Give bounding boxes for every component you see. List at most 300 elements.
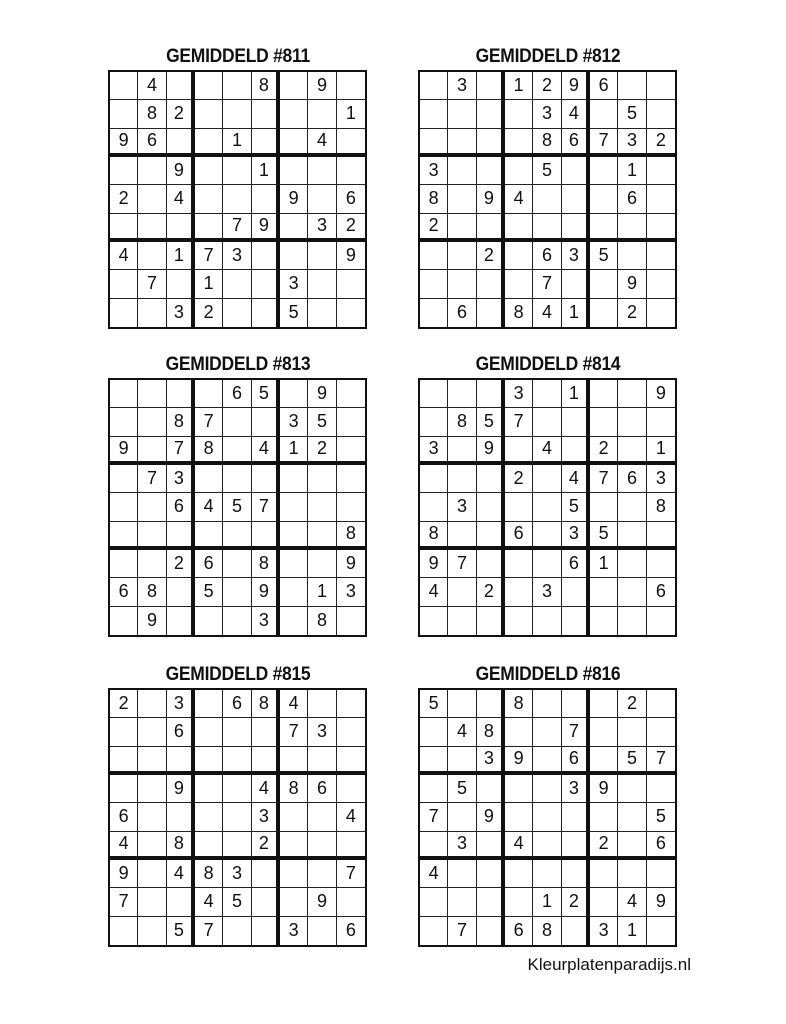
sudoku-cell	[167, 888, 195, 916]
sudoku-cell	[477, 72, 505, 100]
sudoku-cell: 4	[167, 860, 195, 888]
sudoku-cell	[308, 747, 336, 775]
sudoku-cell: 7	[252, 493, 280, 521]
sudoku-cell	[252, 747, 280, 775]
sudoku-cell	[110, 747, 138, 775]
sudoku-cell: 8	[252, 690, 280, 718]
sudoku-cell: 9	[167, 775, 195, 803]
sudoku-cell	[223, 157, 251, 185]
sudoku-cell	[477, 860, 505, 888]
sudoku-cell: 6	[167, 718, 195, 746]
sudoku-cell: 3	[420, 437, 448, 465]
sudoku-cell	[420, 888, 448, 916]
sudoku-cell: 1	[337, 100, 365, 128]
sudoku-cell: 3	[337, 578, 365, 606]
sudoku-cell: 9	[252, 578, 280, 606]
sudoku-cell: 1	[590, 550, 618, 578]
sudoku-cell	[110, 380, 138, 408]
sudoku-cell	[167, 803, 195, 831]
sudoku-cell: 2	[308, 437, 336, 465]
sudoku-cell	[647, 522, 675, 550]
sudoku-cell: 4	[167, 185, 195, 213]
sudoku-cell: 8	[138, 100, 166, 128]
sudoku-cell: 9	[647, 888, 675, 916]
sudoku-cell	[590, 690, 618, 718]
sudoku-cell	[110, 607, 138, 635]
sudoku-cell	[308, 242, 336, 270]
sudoku-cell	[477, 888, 505, 916]
sudoku-cell: 6	[562, 747, 590, 775]
sudoku-cell	[647, 690, 675, 718]
sudoku-cell	[505, 100, 533, 128]
sudoku-cell: 9	[280, 185, 308, 213]
sudoku-cell: 5	[533, 157, 561, 185]
sudoku-cell: 4	[618, 888, 646, 916]
sudoku-cell	[337, 380, 365, 408]
sudoku-cell: 3	[223, 860, 251, 888]
sudoku-cell	[252, 860, 280, 888]
sudoku-cell	[138, 242, 166, 270]
sudoku-cell	[138, 690, 166, 718]
sudoku-cell	[167, 747, 195, 775]
sudoku-cell: 2	[167, 550, 195, 578]
sudoku-cell: 6	[223, 380, 251, 408]
sudoku-cell	[618, 493, 646, 521]
sudoku-cell	[420, 242, 448, 270]
sudoku-cell	[448, 129, 476, 157]
sudoku-cell	[647, 550, 675, 578]
sudoku-cell: 6	[562, 550, 590, 578]
sudoku-cell	[138, 832, 166, 860]
sudoku-cell: 4	[562, 100, 590, 128]
sudoku-cell: 2	[590, 437, 618, 465]
sudoku-cell: 7	[195, 242, 223, 270]
sudoku-cell	[533, 550, 561, 578]
sudoku-cell: 9	[110, 860, 138, 888]
sudoku-cell: 4	[110, 832, 138, 860]
sudoku-cell: 4	[420, 860, 448, 888]
sudoku-cell: 4	[420, 578, 448, 606]
sudoku-cell	[280, 465, 308, 493]
sudoku-cell	[223, 100, 251, 128]
sudoku-cell	[505, 550, 533, 578]
sudoku-cell	[110, 775, 138, 803]
sudoku-cell	[138, 380, 166, 408]
sudoku-cell: 3	[308, 718, 336, 746]
sudoku-cell: 2	[252, 832, 280, 860]
sudoku-cell	[167, 380, 195, 408]
sudoku-cell	[280, 860, 308, 888]
sudoku-cell	[477, 299, 505, 327]
sudoku-cell: 8	[448, 408, 476, 436]
sudoku-cell	[420, 72, 448, 100]
sudoku-cell	[252, 270, 280, 298]
sudoku-cell: 1	[618, 157, 646, 185]
sudoku-cell	[252, 888, 280, 916]
sudoku-cell	[477, 917, 505, 945]
sudoku-cell: 3	[533, 578, 561, 606]
sudoku-cell	[590, 408, 618, 436]
sudoku-cell	[420, 718, 448, 746]
sudoku-cell: 1	[647, 437, 675, 465]
sudoku-cell	[448, 100, 476, 128]
sudoku-cell	[562, 185, 590, 213]
sudoku-cell	[477, 690, 505, 718]
sudoku-cell: 3	[280, 270, 308, 298]
sudoku-cell	[533, 185, 561, 213]
sudoku-cell: 5	[280, 299, 308, 327]
sudoku-cell: 2	[420, 214, 448, 242]
sudoku-cell: 1	[223, 129, 251, 157]
sudoku-cell	[505, 888, 533, 916]
sudoku-cell	[533, 380, 561, 408]
puzzle-811	[108, 44, 368, 329]
sudoku-cell: 4	[505, 832, 533, 860]
sudoku-cell	[280, 803, 308, 831]
sudoku-cell	[533, 690, 561, 718]
sudoku-cell	[448, 747, 476, 775]
sudoku-cell	[505, 129, 533, 157]
sudoku-cell: 3	[505, 380, 533, 408]
sudoku-cell	[448, 860, 476, 888]
sudoku-cell	[590, 380, 618, 408]
sudoku-cell: 6	[618, 465, 646, 493]
sudoku-cell	[505, 860, 533, 888]
sudoku-cell	[505, 607, 533, 635]
sudoku-cell	[448, 185, 476, 213]
sudoku-cell	[223, 408, 251, 436]
sudoku-cell	[167, 72, 195, 100]
sudoku-cell	[533, 408, 561, 436]
sudoku-cell	[167, 522, 195, 550]
sudoku-cell	[505, 157, 533, 185]
sudoku-cell: 2	[505, 465, 533, 493]
sudoku-cell	[138, 408, 166, 436]
sudoku-cell: 9	[167, 157, 195, 185]
sudoku-cell	[448, 242, 476, 270]
sudoku-cell	[337, 775, 365, 803]
puzzle-title: GEMIDDELD #816	[475, 664, 621, 685]
sudoku-cell: 3	[252, 607, 280, 635]
sudoku-cell	[308, 299, 336, 327]
sudoku-cell	[195, 380, 223, 408]
sudoku-cell	[280, 578, 308, 606]
sudoku-cell: 4	[448, 718, 476, 746]
sudoku-cell	[562, 437, 590, 465]
sudoku-cell: 7	[110, 888, 138, 916]
sudoku-cell	[448, 437, 476, 465]
sudoku-cell: 7	[280, 718, 308, 746]
sudoku-cell	[280, 380, 308, 408]
sudoku-grid	[418, 70, 677, 329]
sudoku-cell	[618, 380, 646, 408]
sudoku-cell	[647, 860, 675, 888]
sudoku-cell	[647, 214, 675, 242]
sudoku-cell	[647, 408, 675, 436]
sudoku-cell	[533, 832, 561, 860]
sudoku-cell: 7	[448, 550, 476, 578]
sudoku-cell: 3	[477, 747, 505, 775]
sudoku-cell	[223, 72, 251, 100]
sudoku-cell	[252, 100, 280, 128]
sudoku-cell	[477, 550, 505, 578]
sudoku-cell: 1	[195, 270, 223, 298]
sudoku-cell	[590, 214, 618, 242]
sudoku-cell	[223, 578, 251, 606]
sudoku-cell: 9	[138, 607, 166, 635]
sudoku-cell	[618, 437, 646, 465]
sudoku-cell: 9	[110, 129, 138, 157]
sudoku-cell	[477, 129, 505, 157]
sudoku-cell: 1	[308, 578, 336, 606]
sudoku-cell	[110, 299, 138, 327]
puzzle-812	[418, 44, 678, 329]
sudoku-cell	[533, 493, 561, 521]
sudoku-cell: 3	[167, 690, 195, 718]
sudoku-cell: 8	[195, 437, 223, 465]
sudoku-cell: 9	[337, 242, 365, 270]
sudoku-cell: 5	[647, 803, 675, 831]
sudoku-cell	[533, 718, 561, 746]
sudoku-cell: 5	[308, 408, 336, 436]
sudoku-cell: 7	[223, 214, 251, 242]
sudoku-cell	[533, 214, 561, 242]
sudoku-cell: 8	[167, 832, 195, 860]
sudoku-cell	[138, 493, 166, 521]
sudoku-cell	[337, 129, 365, 157]
sudoku-cell: 4	[252, 437, 280, 465]
sudoku-cell	[562, 408, 590, 436]
sudoku-cell: 3	[562, 522, 590, 550]
sudoku-cell	[448, 888, 476, 916]
sudoku-cell	[337, 832, 365, 860]
sudoku-cell: 3	[533, 100, 561, 128]
sudoku-cell	[138, 214, 166, 242]
sudoku-cell: 6	[223, 690, 251, 718]
sudoku-cell: 7	[195, 408, 223, 436]
sudoku-cell	[448, 380, 476, 408]
sudoku-cell: 6	[110, 803, 138, 831]
sudoku-cell: 3	[647, 465, 675, 493]
sudoku-cell: 8	[420, 185, 448, 213]
sudoku-cell	[308, 917, 336, 945]
sudoku-cell	[420, 917, 448, 945]
sudoku-cell	[280, 607, 308, 635]
sudoku-cell	[420, 100, 448, 128]
sudoku-cell	[280, 242, 308, 270]
sudoku-cell: 5	[420, 690, 448, 718]
sudoku-cell	[420, 832, 448, 860]
sudoku-cell	[337, 408, 365, 436]
sudoku-cell	[280, 747, 308, 775]
sudoku-cell: 3	[223, 242, 251, 270]
sudoku-cell	[448, 157, 476, 185]
sudoku-cell: 5	[223, 888, 251, 916]
sudoku-cell	[337, 747, 365, 775]
sudoku-cell: 4	[533, 437, 561, 465]
sudoku-cell: 7	[138, 465, 166, 493]
sudoku-cell	[590, 493, 618, 521]
sudoku-cell	[420, 129, 448, 157]
sudoku-cell	[337, 437, 365, 465]
sudoku-cell	[195, 522, 223, 550]
sudoku-cell: 8	[252, 72, 280, 100]
sudoku-cell: 6	[345, 920, 356, 941]
sudoku-cell	[562, 803, 590, 831]
puzzle-title: GEMIDDELD #815	[165, 664, 311, 685]
sudoku-cell: 7	[420, 803, 448, 831]
sudoku-cell	[590, 185, 618, 213]
sudoku-cell	[223, 299, 251, 327]
sudoku-cell: 7	[337, 860, 365, 888]
sudoku-cell	[252, 522, 280, 550]
sudoku-cell	[195, 157, 223, 185]
sudoku-cell	[647, 607, 675, 635]
sudoku-grid	[108, 378, 367, 637]
sudoku-cell	[477, 214, 505, 242]
sudoku-cell	[448, 522, 476, 550]
sudoku-cell	[308, 522, 336, 550]
sudoku-cell	[505, 775, 533, 803]
sudoku-cell: 7	[138, 270, 166, 298]
sudoku-cell: 9	[505, 747, 533, 775]
sudoku-cell	[420, 380, 448, 408]
sudoku-cell: 5	[252, 380, 280, 408]
sudoku-cell	[308, 690, 336, 718]
sudoku-cell	[195, 803, 223, 831]
sudoku-cell	[308, 185, 336, 213]
site-credit: Kleurplatenparadijs.nl	[527, 955, 691, 974]
sudoku-cell: 8	[138, 578, 166, 606]
sudoku-cell: 9	[590, 775, 618, 803]
sudoku-cell	[138, 747, 166, 775]
sudoku-cell	[195, 832, 223, 860]
sudoku-cell	[223, 607, 251, 635]
sudoku-cell: 6	[110, 578, 138, 606]
sudoku-cell: 9	[477, 185, 505, 213]
sudoku-cell	[505, 270, 533, 298]
sudoku-cell	[562, 270, 590, 298]
sudoku-cell	[562, 578, 590, 606]
sudoku-cell	[280, 832, 308, 860]
sudoku-cell	[110, 465, 138, 493]
sudoku-cell	[477, 775, 505, 803]
sudoku-cell: 3	[308, 214, 336, 242]
sudoku-cell: 1	[618, 917, 646, 945]
sudoku-cell	[138, 157, 166, 185]
sudoku-cell: 1	[562, 299, 590, 327]
sudoku-cell	[195, 214, 223, 242]
sudoku-cell: 8	[533, 129, 561, 157]
sudoku-cell	[618, 718, 646, 746]
sudoku-cell: 2	[477, 578, 505, 606]
sudoku-cell	[110, 408, 138, 436]
sudoku-cell: 2	[618, 299, 646, 327]
puzzle-title: GEMIDDELD #812	[475, 46, 621, 67]
sudoku-cell: 2	[337, 214, 365, 242]
sudoku-cell	[562, 214, 590, 242]
sudoku-cell	[252, 242, 280, 270]
sudoku-cell	[647, 718, 675, 746]
sudoku-cell	[280, 72, 308, 100]
sudoku-cell	[252, 917, 280, 945]
sudoku-cell	[138, 718, 166, 746]
sudoku-cell	[195, 129, 223, 157]
sudoku-cell: 6	[337, 185, 365, 213]
sudoku-cell	[308, 860, 336, 888]
sudoku-cell	[618, 522, 646, 550]
sudoku-cell: 2	[110, 185, 138, 213]
sudoku-cell	[647, 72, 675, 100]
sudoku-cell: 5	[448, 775, 476, 803]
sudoku-cell: 5	[618, 747, 646, 775]
sudoku-cell	[308, 465, 336, 493]
sudoku-cell	[337, 299, 365, 327]
sudoku-cell: 9	[337, 550, 365, 578]
sudoku-cell	[252, 465, 280, 493]
sudoku-cell: 9	[477, 803, 505, 831]
sudoku-cell: 4	[110, 242, 138, 270]
sudoku-cell	[420, 270, 448, 298]
sudoku-cell: 3	[618, 129, 646, 157]
sudoku-cell	[590, 860, 618, 888]
sudoku-cell: 7	[448, 917, 476, 945]
puzzle-title: GEMIDDELD #813	[165, 354, 311, 375]
sudoku-cell: 2	[618, 690, 646, 718]
sudoku-cell	[420, 408, 448, 436]
sudoku-cell	[477, 607, 505, 635]
sudoku-cell: 6	[533, 242, 561, 270]
sudoku-cell	[647, 100, 675, 128]
sudoku-cell	[110, 214, 138, 242]
sudoku-cell: 3	[420, 157, 448, 185]
sudoku-cell	[110, 157, 138, 185]
sudoku-cell	[562, 832, 590, 860]
sudoku-cell: 4	[195, 888, 223, 916]
sudoku-cell	[223, 522, 251, 550]
sudoku-cell: 1	[167, 242, 195, 270]
sudoku-cell	[505, 578, 533, 606]
sudoku-cell	[505, 242, 533, 270]
sudoku-cell	[590, 299, 618, 327]
sudoku-cell: 8	[505, 299, 533, 327]
sudoku-cell: 8	[280, 775, 308, 803]
sudoku-cell	[138, 550, 166, 578]
sudoku-cell	[223, 465, 251, 493]
sudoku-cell	[110, 550, 138, 578]
sudoku-cell	[477, 522, 505, 550]
sudoku-cell: 9	[110, 437, 138, 465]
sudoku-cell	[505, 437, 533, 465]
sudoku-cell	[505, 493, 533, 521]
sudoku-cell: 3	[448, 832, 476, 860]
sudoku-cell: 7	[590, 129, 618, 157]
sudoku-cell	[562, 860, 590, 888]
sudoku-cell	[448, 803, 476, 831]
sudoku-cell	[618, 578, 646, 606]
sudoku-cell	[533, 747, 561, 775]
sudoku-cell: 2	[647, 129, 675, 157]
sudoku-cell	[110, 100, 138, 128]
sudoku-cell: 5	[195, 578, 223, 606]
sudoku-cell	[167, 607, 195, 635]
sudoku-cell	[280, 493, 308, 521]
sudoku-cell: 1	[533, 888, 561, 916]
sudoku-cell	[223, 185, 251, 213]
sudoku-cell	[223, 747, 251, 775]
sudoku-cell: 4	[505, 185, 533, 213]
sudoku-cell: 9	[308, 72, 336, 100]
